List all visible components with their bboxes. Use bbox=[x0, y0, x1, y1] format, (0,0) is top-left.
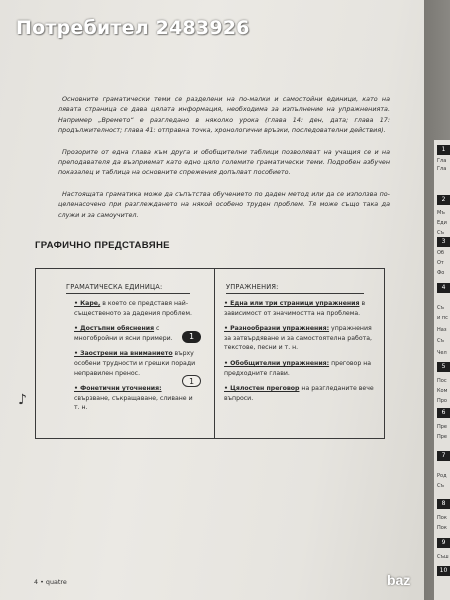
list-item: • Заострени на вниманието върху особени трудности и грешки поради неправилен пренос. bbox=[74, 350, 196, 377]
side-word: Мъ bbox=[437, 210, 445, 216]
chapter-tab: 9 bbox=[437, 538, 450, 548]
list-item: • Една или три страници упражнения в зависимост от значимостта на проблема. bbox=[224, 300, 366, 317]
side-word: Ком bbox=[437, 388, 448, 394]
side-word: Еди bbox=[437, 220, 447, 226]
side-word: Съ bbox=[437, 338, 445, 344]
chapter-tab: 3 bbox=[437, 237, 450, 247]
chapter-tab: 2 bbox=[437, 195, 450, 205]
side-word: Съ bbox=[437, 230, 445, 236]
side-word: Пре bbox=[437, 434, 448, 440]
list-item: • Обобщителни упражнения: преговор на предходните глави. bbox=[224, 359, 372, 377]
side-word: Про bbox=[437, 398, 447, 404]
chapter-tab: 8 bbox=[437, 499, 450, 509]
side-word: Фо bbox=[437, 270, 445, 276]
side-word: и пс bbox=[437, 315, 448, 321]
right-column-header: УПРАЖНЕНИЯ: bbox=[226, 283, 364, 294]
side-word: Наз bbox=[437, 327, 447, 333]
side-word: От bbox=[437, 260, 444, 266]
side-word: Пок bbox=[437, 515, 447, 521]
baz-logo: baz bbox=[387, 572, 411, 588]
page-footer: 4 • quatre bbox=[34, 578, 67, 586]
side-word: Чел bbox=[437, 350, 447, 356]
section-title: ГРАФИЧНО ПРЕДСТАВЯНЕ bbox=[35, 240, 170, 251]
side-word: Гла bbox=[437, 158, 447, 164]
side-word: Съ bbox=[437, 305, 445, 311]
chapter-tab: 1 bbox=[437, 145, 450, 155]
intro-paragraph-3: Настоящата граматика може да съпътства обучението по даден метод или да се използва по-целенасочено при разглеждането на някой особено труден проблем. Тя може също така да служи и за самоучител. bbox=[58, 189, 390, 219]
chapter-tab: 10 bbox=[437, 566, 450, 576]
list-item: • Цялостен преговор на разгледаните вече въпроси. bbox=[224, 385, 374, 402]
side-word: Гла bbox=[437, 166, 447, 172]
chapter-tab: 6 bbox=[437, 408, 450, 418]
list-item: • Фонетични уточнения: свързване, съкращаване, сливане и т. н. bbox=[74, 385, 193, 412]
music-note-icon: ♪ bbox=[18, 392, 27, 408]
intro-paragraph-2: Прозорите от една глава към друга и обобщителни таблици позволяват на учащия се и на преподавателя да възприемат като едно цяло големите граматически теми. Подробен азбучен показалец и таблица на основните спрежения допълват пособието. bbox=[58, 147, 390, 177]
structure-table bbox=[35, 268, 385, 439]
exercise-number-badge-light: 1 bbox=[182, 375, 201, 387]
side-word: Пок bbox=[437, 525, 447, 531]
watermark: Потребител 2483926 bbox=[16, 17, 250, 39]
list-item: • Каре, в което се представя най-същественото за дадения проблем. bbox=[74, 300, 192, 317]
list-item: • Достъпни обяснения с многобройни и ясни примери. bbox=[74, 325, 173, 342]
list-item: • Разнообразни упражнения: упражнения за затвърдяване и за самостоятелна работа, текстове, песни и т. н. bbox=[224, 325, 372, 352]
side-word: Съш bbox=[437, 554, 449, 560]
exercise-number-badge-dark: 1 bbox=[182, 331, 201, 343]
side-word: Съ bbox=[437, 483, 445, 489]
grammar-unit-list bbox=[74, 299, 198, 419]
side-word: Род bbox=[437, 473, 447, 479]
side-word: Пос bbox=[437, 378, 447, 384]
left-column-header: ГРАМАТИЧЕСКА ЕДИНИЦА: bbox=[66, 283, 190, 294]
side-word: Пре bbox=[437, 424, 448, 430]
intro-text bbox=[58, 94, 390, 231]
exercises-list bbox=[224, 299, 374, 409]
side-word: Об bbox=[437, 250, 445, 256]
chapter-tab: 5 bbox=[437, 362, 450, 372]
chapter-tab: 7 bbox=[437, 451, 450, 461]
chapter-tab: 4 bbox=[437, 283, 450, 293]
intro-paragraph-1: Основните граматически теми се разделени на по-малки и самостойни единици, като на лявата страница се дава цялата информация, необходима за изпълнение на упражненията. Например „Времето“ е разгледано в няколко урока (глава 14: ден, дата; глава 17: продължителност; глава 41: отправна точка, хронологични връзки, последователни действия). bbox=[58, 95, 390, 135]
table-header bbox=[36, 269, 384, 299]
